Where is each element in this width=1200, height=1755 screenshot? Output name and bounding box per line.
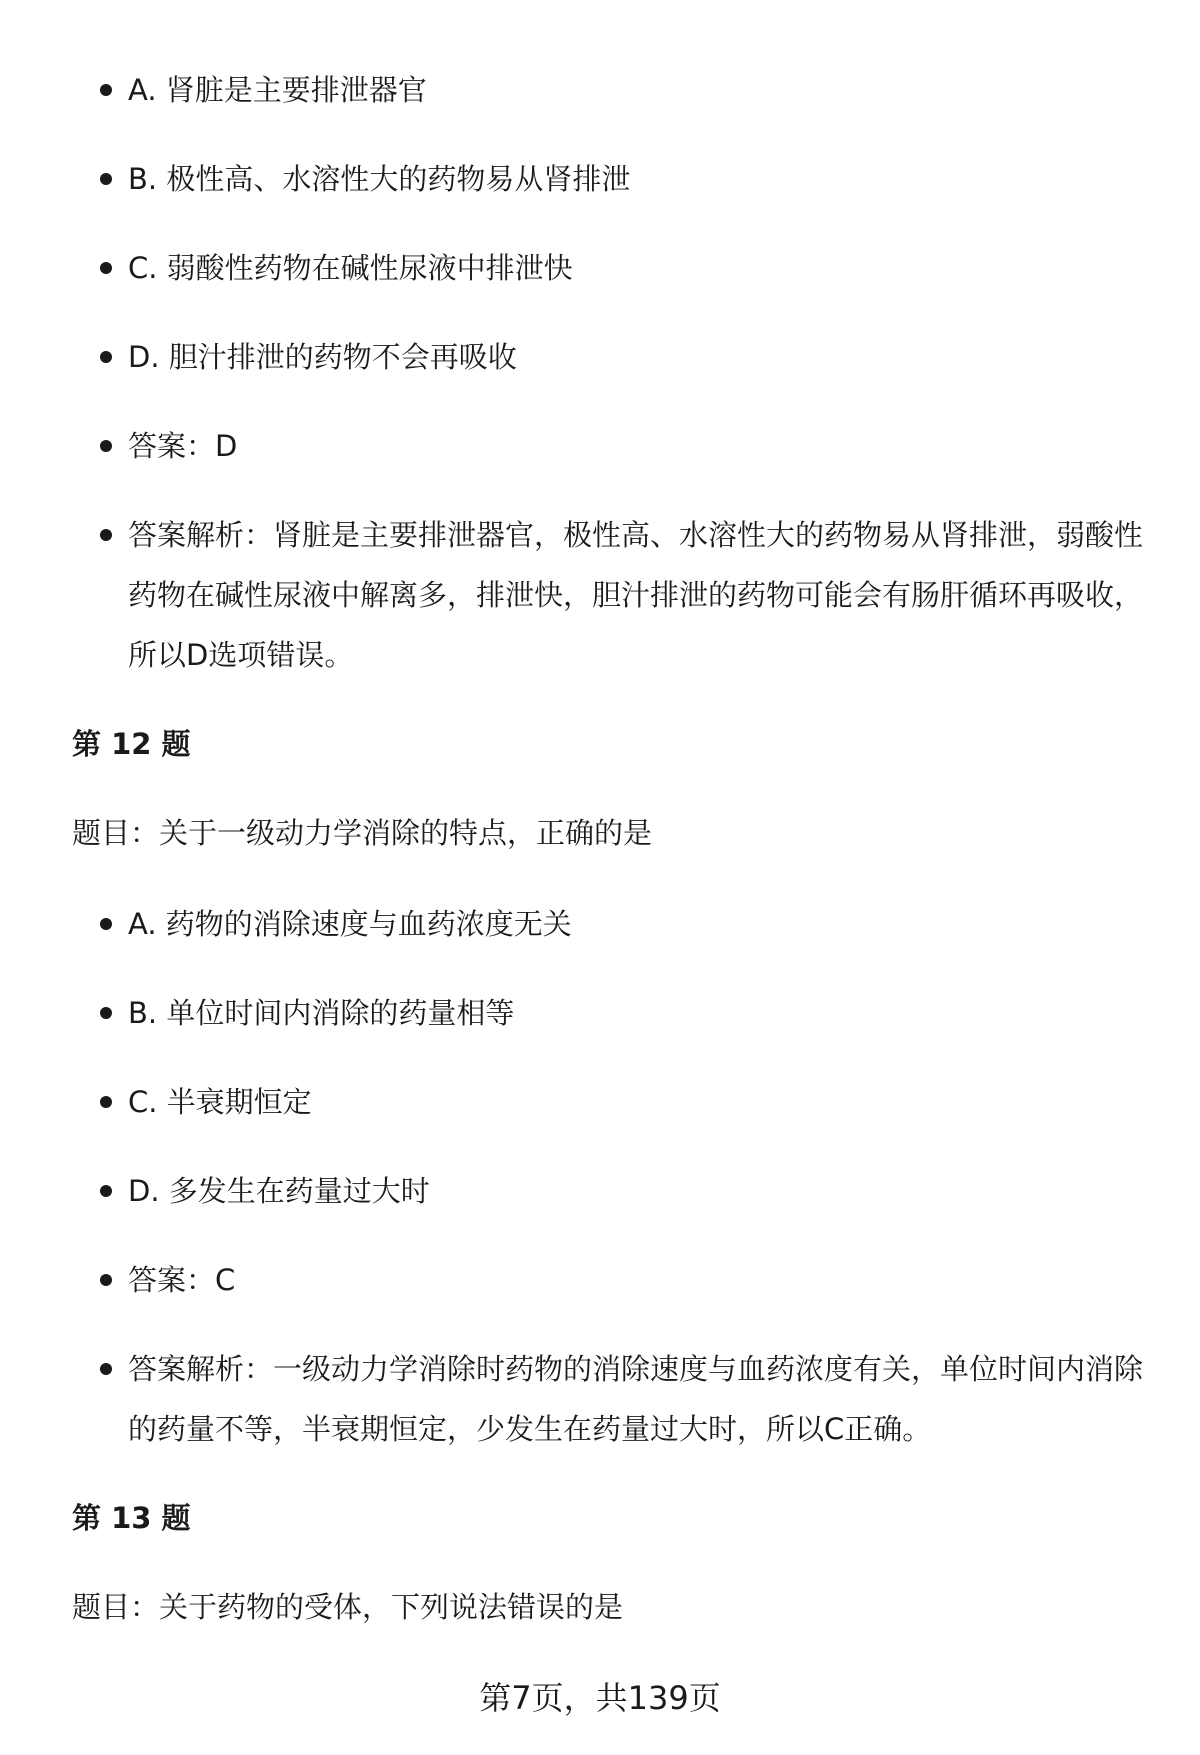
q11-option-a: A. 肾脏是主要排泄器官: [128, 60, 1148, 120]
q12-option-d: D. 多发生在药量过大时: [128, 1161, 1148, 1221]
q12-option-c: C. 半衰期恒定: [128, 1072, 1148, 1132]
q11-explanation: 答案解析：肾脏是主要排泄器官，极性高、水溶性大的药物易从肾排泄，弱酸性药物在碱性尿液中解离多，排泄快，胆汁排泄的药物可能会有肠肝循环再吸收，所以D选项错误。: [128, 505, 1148, 685]
q11-answer: 答案：D: [128, 416, 1148, 476]
q11-option-b: B. 极性高、水溶性大的药物易从肾排泄: [128, 149, 1148, 209]
q11-option-d: D. 胆汁排泄的药物不会再吸收: [128, 327, 1148, 387]
q12-question: 题目：关于一级动力学消除的特点，正确的是: [72, 816, 653, 850]
page-number: 第7页，共139页: [479, 1679, 721, 1717]
q12-answer: 答案：C: [128, 1250, 1148, 1310]
q12-option-b: B. 单位时间内消除的药量相等: [128, 983, 1148, 1043]
q12-heading: 第 12 题: [72, 727, 191, 761]
q12-explanation: 答案解析：一级动力学消除时药物的消除速度与血药浓度有关，单位时间内消除的药量不等，半衰期恒定，少发生在药量过大时，所以C正确。: [128, 1339, 1148, 1459]
q12-option-a: A. 药物的消除速度与血药浓度无关: [128, 894, 1148, 954]
q13-question: 题目：关于药物的受体，下列说法错误的是: [72, 1590, 624, 1624]
q11-option-c: C. 弱酸性药物在碱性尿液中排泄快: [128, 238, 1148, 298]
q13-heading: 第 13 题: [72, 1501, 191, 1535]
